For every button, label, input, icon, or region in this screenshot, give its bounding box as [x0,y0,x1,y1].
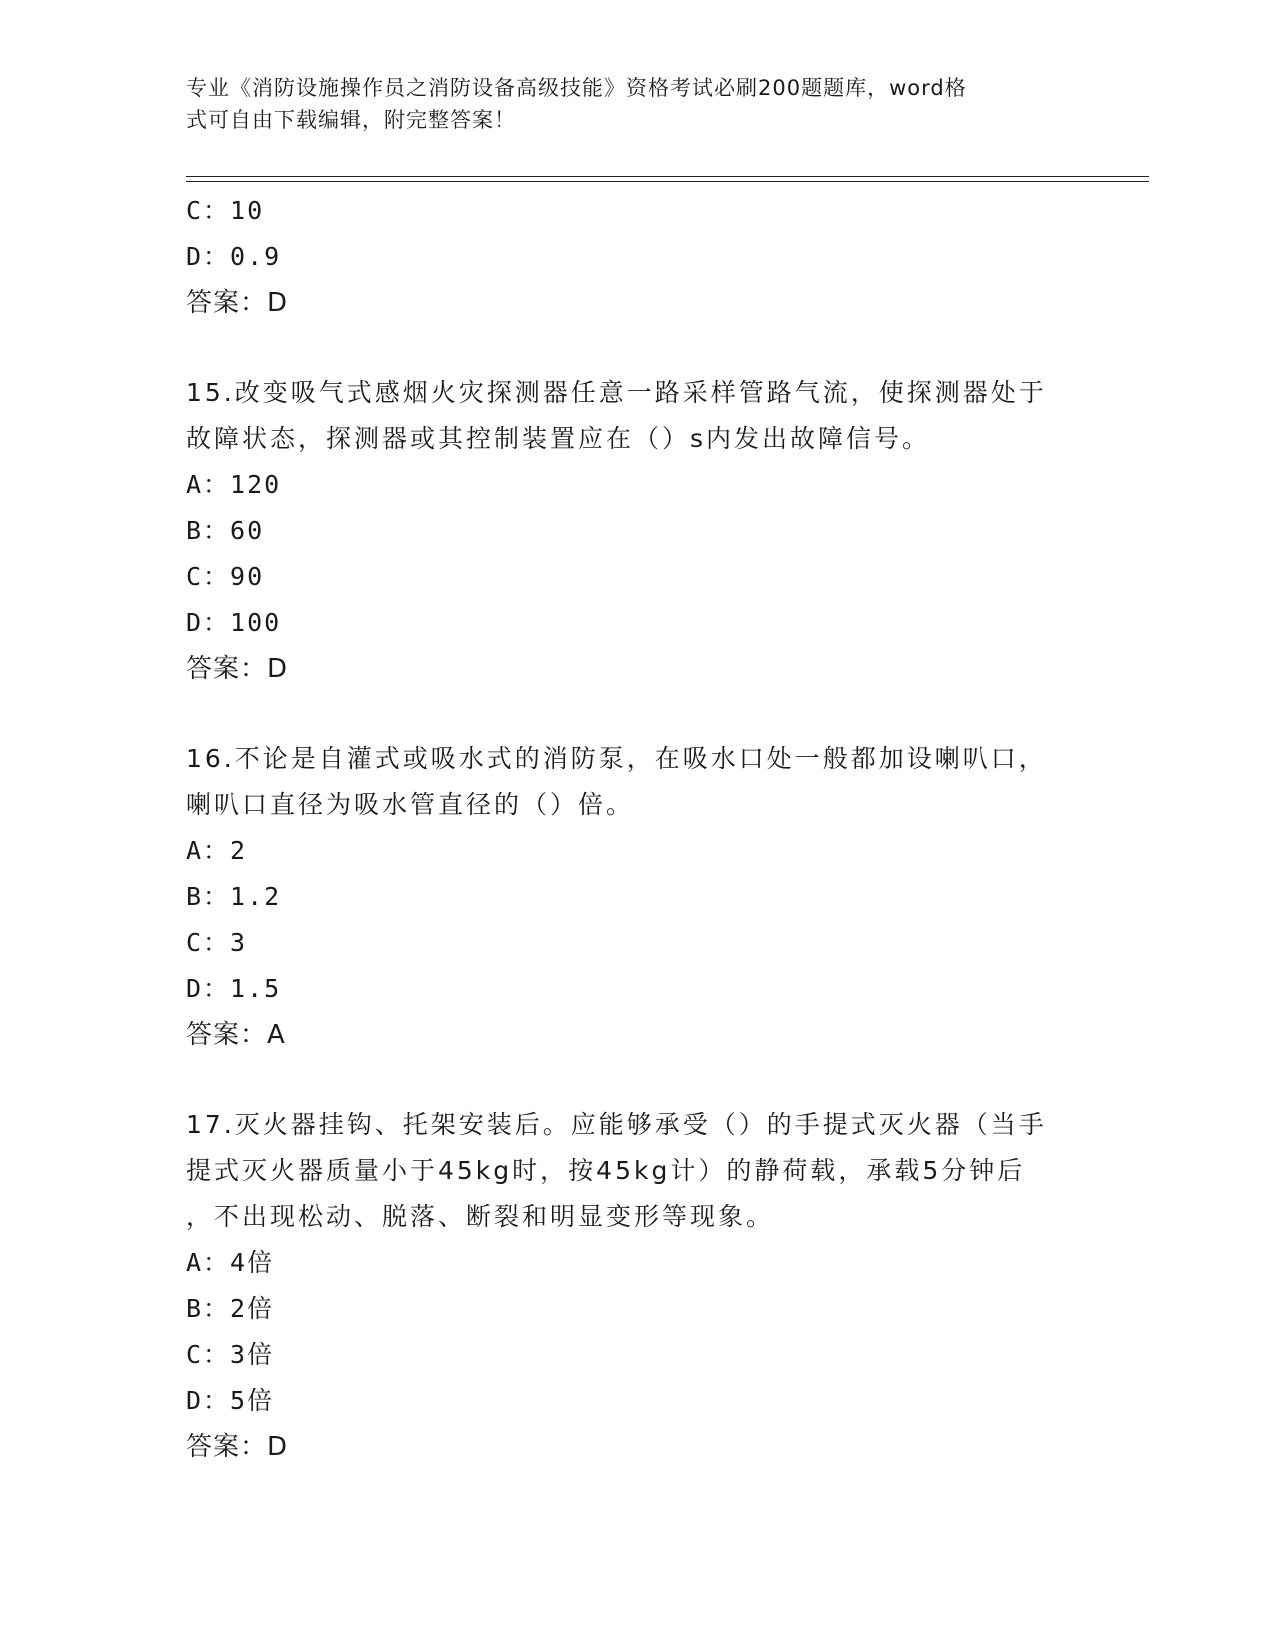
option-a: A：120 [186,470,282,499]
question-text [186,1102,1066,1240]
option-c: C：3倍 [186,1340,275,1369]
spacer [186,1058,1086,1102]
header-line-1: 专业《消防设施操作员之消防设备高级技能》资格考试必刷200题题库，word格 [186,76,967,100]
question-text-line: 喇叭口直径为吸水管直径的（）倍。 [186,790,635,819]
option-a: A：4倍 [186,1248,275,1277]
question-15 [186,370,1086,692]
option-b: B：1.2 [186,882,282,911]
answer-line: 答案：D [186,654,289,684]
spacer [186,692,1086,736]
option-a: A：2 [186,836,248,865]
header-line-2: 式可自由下载编辑，附完整答案！ [186,108,516,132]
option-b: B：2倍 [186,1294,275,1323]
question-text [186,370,1066,462]
document-header [186,72,1066,136]
question-17 [186,1102,1086,1470]
option-b: B：60 [186,516,265,545]
spacer [186,326,1086,370]
answer-line: 答案：A [186,1020,286,1050]
header-divider-top [186,176,1149,177]
header-divider-bottom [186,181,1149,182]
question-text-line: 17.灭火器挂钩、托架安装后。应能够承受（）的手提式灭火器（当手 [186,1110,1047,1139]
answer-line: 答案：D [186,288,289,318]
option-d: D：0.9 [186,242,282,271]
answer-line: 答案：D [186,1432,289,1462]
question-text-line: 故障状态，探测器或其控制装置应在（）s内发出故障信号。 [186,424,931,453]
question-text-line: 提式灭火器质量小于45kg时，按45kg计）的静荷载，承载5分钟后 [186,1156,1026,1185]
question-text-line: 16.不论是自灌式或吸水式的消防泵，在吸水口处一般都加设喇叭口， [186,744,1047,773]
question-text-line: 15.改变吸气式感烟火灾探测器任意一路采样管路气流，使探测器处于 [186,378,1047,407]
question-16 [186,736,1086,1058]
question-text [186,736,1066,828]
option-d: D：1.5 [186,974,282,1003]
option-d: D：100 [186,608,282,637]
question-list [186,188,1086,1470]
question-14-tail [186,188,1086,326]
option-c: C：10 [186,196,265,225]
option-c: C：3 [186,928,248,957]
option-c: C：90 [186,562,265,591]
question-text-line: ，不出现松动、脱落、断裂和明显变形等现象。 [186,1202,775,1231]
option-d: D：5倍 [186,1386,275,1415]
